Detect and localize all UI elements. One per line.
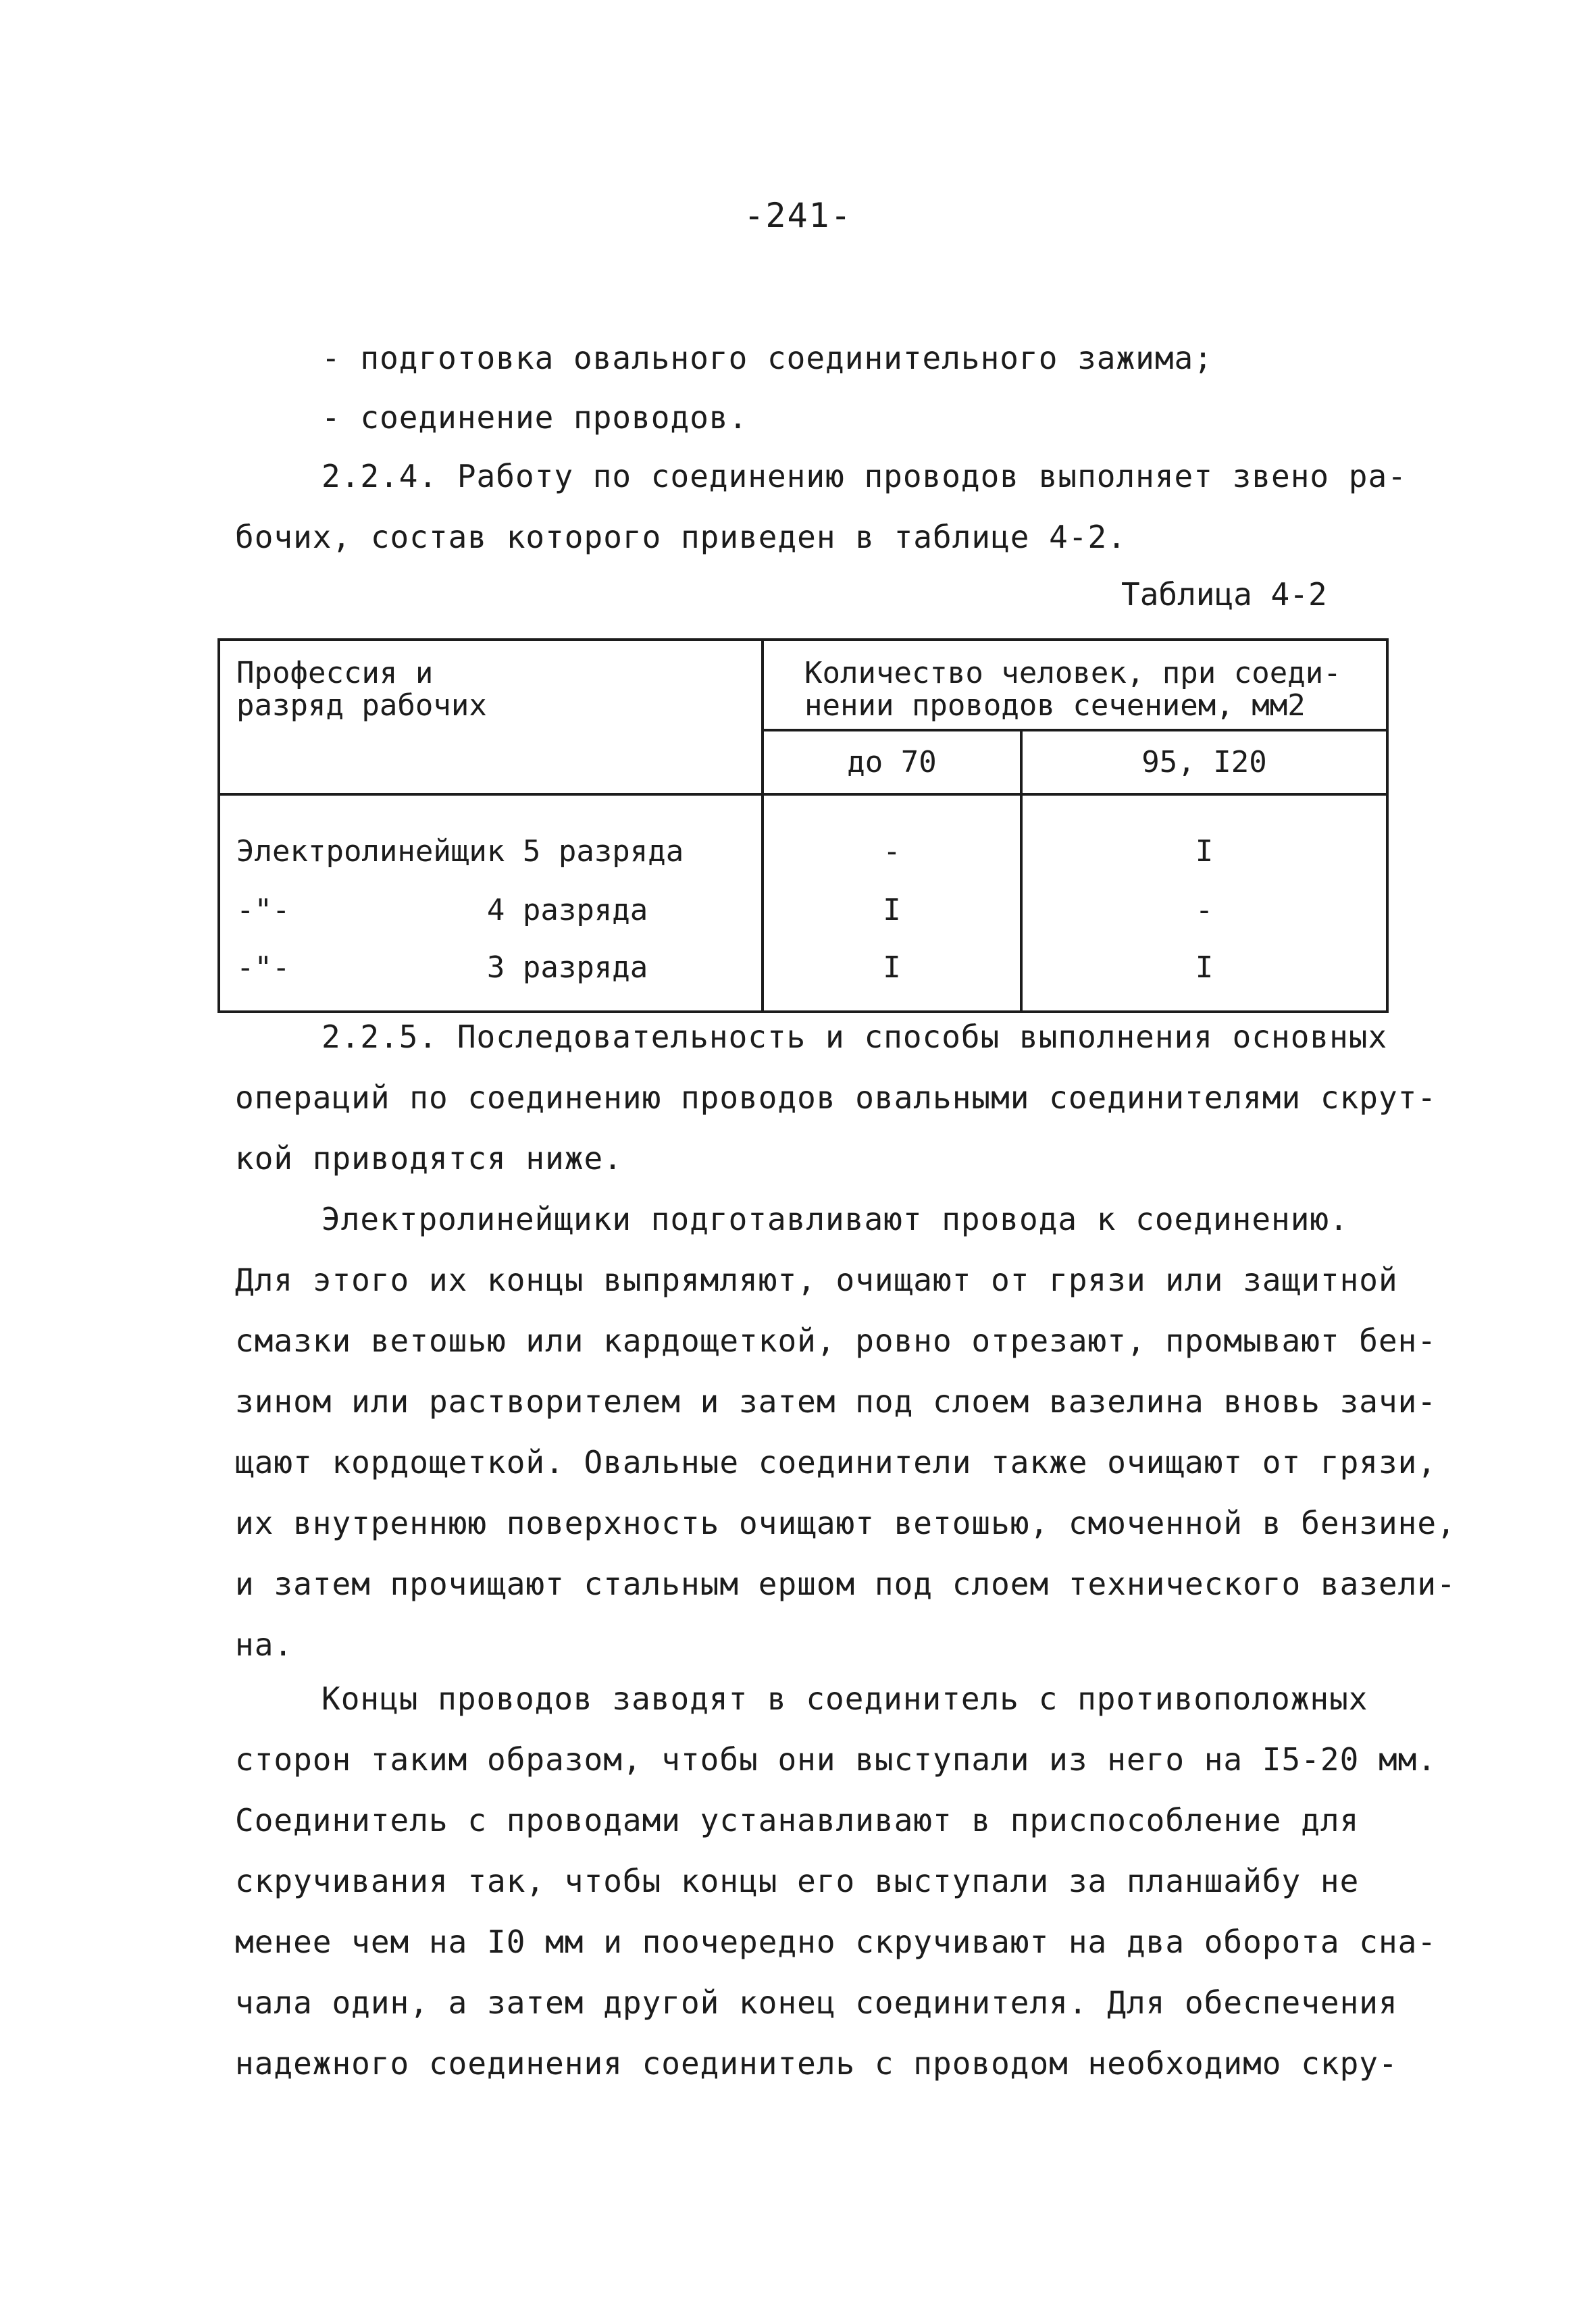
staff-table-wrap	[217, 638, 1386, 1004]
paragraph-line: кой приводятся ниже.	[235, 1140, 623, 1177]
paragraph-preparation	[235, 1189, 1456, 1675]
paragraph-line: их внутреннюю поверхность очищают ветошью, смоченной в бензине,	[235, 1505, 1456, 1541]
paragraph-line: Для этого их концы выпрямляют, очищают от грязи или защитной	[235, 1262, 1398, 1298]
paragraph-line: 2.2.5. Последовательность и способы выполнения основных	[321, 1019, 1388, 1055]
paragraph-line: сторон таким образом, чтобы они выступали из него на I5-20 мм.	[235, 1741, 1437, 1778]
row-profession: Электролинейщик 5 разряда	[219, 794, 763, 881]
header-col-95-120: 95, I20	[1021, 730, 1387, 794]
paragraph-line: на.	[235, 1626, 294, 1663]
paragraph-line: и затем прочищают стальным ершом под слоем технического вазели-	[235, 1566, 1456, 1602]
paragraph-line: скручивания так, чтобы концы его выступали за планшайбу не	[235, 1863, 1360, 1899]
section-2-2-4	[235, 446, 1407, 567]
row-value-up-to-70: I	[763, 940, 1021, 1012]
paragraph-line: зином или растворителем и затем под слоем вазелина вновь зачи-	[235, 1383, 1437, 1420]
paragraph-line: смазки ветошью или кардощеткой, ровно отрезают, промывают бен-	[235, 1322, 1437, 1359]
table-row	[219, 940, 1387, 1012]
row-value-95-120: -	[1021, 881, 1387, 940]
paragraph-line: менее чем на I0 мм и поочередно скручивают на два оборота сна-	[235, 1924, 1437, 1960]
paragraph-line: чала один, а затем другой конец соединителя. Для обеспечения	[235, 1984, 1398, 2021]
page-number: -241-	[744, 196, 852, 235]
paragraph-twisting	[235, 1668, 1437, 2094]
section-2-2-5	[235, 1006, 1437, 1189]
table-row	[219, 794, 1387, 881]
row-value-up-to-70: -	[763, 794, 1021, 881]
paragraph-line: щают кордощеткой. Овальные соединители также очищают от грязи,	[235, 1444, 1437, 1481]
intro-line: - соединение проводов.	[321, 399, 748, 436]
intro-line: - подготовка овального соединительного зажима;	[321, 340, 1213, 376]
paragraph-line: надежного соединения соединитель с проводом необходимо скру-	[235, 2045, 1398, 2082]
paragraph-line: Концы проводов заводят в соединитель с противоположных	[321, 1680, 1368, 1717]
row-value-95-120: I	[1021, 794, 1387, 881]
row-value-95-120: I	[1021, 940, 1387, 1012]
paragraph-line: операций по соединению проводов овальными соединителями скрут-	[235, 1079, 1437, 1116]
table-caption: Таблица 4-2	[1121, 576, 1327, 613]
header-count	[763, 640, 1387, 730]
paragraph-line: 2.2.4. Работу по соединению проводов выполняет звено ра-	[321, 458, 1407, 494]
table-row	[219, 881, 1387, 940]
paragraph-line: бочих, состав которого приведен в таблице 4-2.	[235, 519, 1127, 555]
header-count-line: Количество человек, при соеди-	[804, 656, 1341, 690]
row-profession: -"- 3 разряда	[219, 940, 763, 1012]
row-value-up-to-70: I	[763, 881, 1021, 940]
row-profession: -"- 4 разряда	[219, 881, 763, 940]
header-col-up-to-70: до 70	[763, 730, 1021, 794]
header-profession-line: разряд рабочих	[236, 688, 487, 723]
header-profession-line: Профессия и	[236, 656, 434, 690]
staff-table	[217, 638, 1389, 1013]
header-profession	[219, 640, 763, 794]
paragraph-line: Соединитель с проводами устанавливают в приспособление для	[235, 1802, 1360, 1839]
header-count-line: нении проводов сечением, мм2	[804, 688, 1306, 723]
paragraph-line: Электролинейщики подготавливают провода к соединению.	[321, 1201, 1349, 1237]
